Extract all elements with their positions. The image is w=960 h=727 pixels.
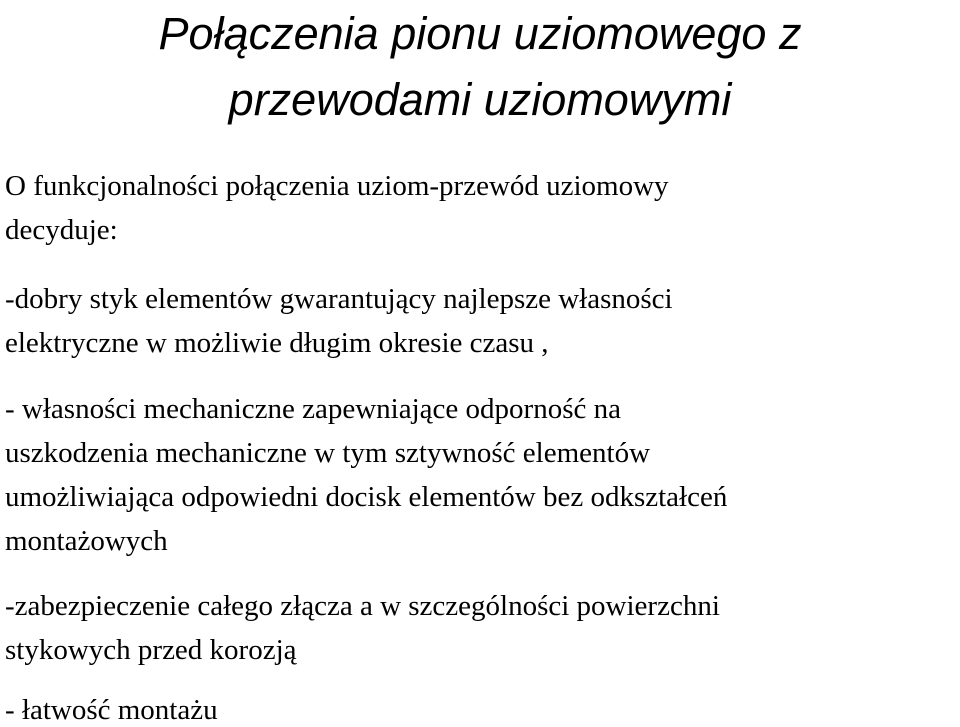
text-line: decyduje:: [5, 214, 118, 246]
text-line: O funkcjonalności połączenia uziom-przewód uziomowy: [5, 170, 669, 202]
text-line: montażowych: [5, 525, 168, 557]
paragraph-functionality: [5, 164, 669, 252]
slide-title-line-1: Połączenia pionu uziomowego z: [158, 8, 802, 59]
paragraph-corrosion: [5, 584, 720, 672]
slide-title-line-2: przewodami uziomowymi: [228, 74, 732, 125]
paragraph-mechanical: [5, 387, 727, 563]
text-line: - łatwość montażu: [5, 694, 218, 726]
text-line: - własności mechaniczne zapewniające odporność na: [5, 393, 621, 425]
paragraph-assembly: [5, 688, 218, 727]
text-line: -zabezpieczenie całego złącza a w szczególności powierzchni: [5, 590, 720, 622]
text-line: stykowych przed korozją: [5, 634, 297, 666]
text-line: elektryczne w możliwie długim okresie czasu ,: [5, 327, 549, 359]
text-line: umożliwiająca odpowiedni docisk elementów bez odkształceń: [5, 481, 728, 513]
paragraph-contact: [5, 277, 673, 365]
text-line: -dobry styk elementów gwarantujący najlepsze własności: [5, 283, 673, 315]
text-line: uszkodzenia mechaniczne w tym sztywność elementów: [5, 437, 651, 469]
